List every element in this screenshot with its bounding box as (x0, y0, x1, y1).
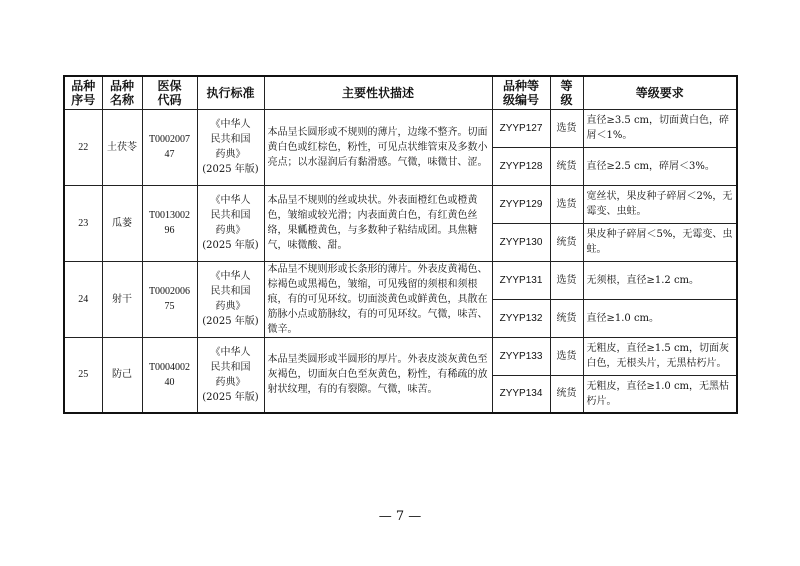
page-number: — 7 — (378, 509, 422, 524)
table-header-row (64, 76, 737, 109)
grade-level: 统货 (550, 223, 583, 261)
variety-index: 24 (64, 261, 102, 337)
grade-standard-table (63, 75, 738, 414)
grade-level: 选货 (550, 261, 583, 299)
variety-name: 防己 (102, 337, 142, 413)
header-grade: 等 级 (550, 76, 583, 109)
header-description: 主要性状描述 (264, 76, 492, 109)
execution-standard: 《中华人 民共和国 药典》 (2025 年版) (197, 109, 264, 185)
table-row (64, 109, 737, 147)
trait-description: 本品呈不规则形或长条形的薄片。外表皮黄褐色、棕褐色或黑褐色，皱缩，可见残留的须根和须根痕，有的可见环纹。切面淡黄色或鲜黄色，具散在筋脉小点或筋脉纹，有的可见环纹。气微，味苦、微辛。 (264, 261, 492, 337)
trait-description: 本品呈类圆形或半圆形的厚片。外表皮淡灰黄色至灰褐色，切面灰白色至灰黄色，粉性，有稀疏的放射状纹理，有的有裂隙。气微，味苦。 (264, 337, 492, 413)
grade-requirement: 直径≥1.0 cm。 (583, 299, 737, 337)
grade-level: 统货 (550, 375, 583, 413)
grade-level: 选货 (550, 337, 583, 375)
grade-requirement: 直径≥2.5 cm，碎屑＜3%。 (583, 147, 737, 185)
grade-requirement: 宽丝状，果皮种子碎屑＜2%，无霉变、虫蛀。 (583, 185, 737, 223)
grade-code: ZYYP133 (492, 337, 550, 375)
grade-code: ZYYP129 (492, 185, 550, 223)
grade-requirement: 无粗皮，直径≥1.0 cm，无黑枯朽片。 (583, 375, 737, 413)
header-name: 品种 名称 (102, 76, 142, 109)
grade-requirement: 直径≥3.5 cm，切面黄白色，碎屑＜1%。 (583, 109, 737, 147)
grade-code: ZYYP130 (492, 223, 550, 261)
trait-description: 本品呈长圆形或不规则的薄片，边缘不整齐。切面黄白色或红棕色，粉性，可见点状维管束及多数小亮点；以水湿润后有黏滑感。气微，味微甘、涩。 (264, 109, 492, 185)
insurance-code: T0004002 40 (142, 337, 197, 413)
grade-level: 统货 (550, 147, 583, 185)
grade-requirement: 果皮种子碎屑＜5%，无霉变、虫蛀。 (583, 223, 737, 261)
header-code: 医保 代码 (142, 76, 197, 109)
insurance-code: T0002007 47 (142, 109, 197, 185)
variety-name: 射干 (102, 261, 142, 337)
header-index: 品种 序号 (64, 76, 102, 109)
header-requirement: 等级要求 (583, 76, 737, 109)
grade-code: ZYYP132 (492, 299, 550, 337)
table-body (64, 109, 737, 413)
table-row (64, 185, 737, 223)
execution-standard: 《中华人 民共和国 药典》 (2025 年版) (197, 261, 264, 337)
variety-name: 土茯苓 (102, 109, 142, 185)
table-row (64, 337, 737, 375)
variety-index: 25 (64, 337, 102, 413)
trait-description: 本品呈不规则的丝或块状。外表面橙红色或橙黄色，皱缩或较光滑；内表面黄白色，有红黄色丝络，果瓤橙黄色，与多数种子粘结成团。具焦糖气，味微酸、甜。 (264, 185, 492, 261)
execution-standard: 《中华人 民共和国 药典》 (2025 年版) (197, 185, 264, 261)
grade-requirement: 无粗皮，直径≥1.5 cm，切面灰白色，无根头片，无黑枯朽片。 (583, 337, 737, 375)
table-row (64, 261, 737, 299)
variety-index: 23 (64, 185, 102, 261)
header-grade-code: 品种等 级编号 (492, 76, 550, 109)
header-standard: 执行标准 (197, 76, 264, 109)
insurance-code: T0013002 96 (142, 185, 197, 261)
grade-code: ZYYP128 (492, 147, 550, 185)
variety-index: 22 (64, 109, 102, 185)
grade-level: 选货 (550, 109, 583, 147)
variety-name: 瓜蒌 (102, 185, 142, 261)
grade-code: ZYYP134 (492, 375, 550, 413)
grade-level: 选货 (550, 185, 583, 223)
grade-level: 统货 (550, 299, 583, 337)
grade-requirement: 无须根，直径≥1.2 cm。 (583, 261, 737, 299)
execution-standard: 《中华人 民共和国 药典》 (2025 年版) (197, 337, 264, 413)
insurance-code: T0002006 75 (142, 261, 197, 337)
grade-code: ZYYP127 (492, 109, 550, 147)
grade-code: ZYYP131 (492, 261, 550, 299)
